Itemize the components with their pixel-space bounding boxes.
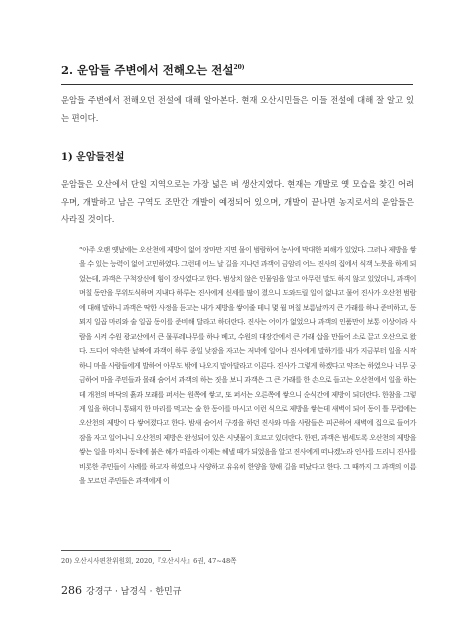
- intro-paragraph: 운암들 주변에서 전해오던 전설에 대해 알아본다. 현재 오산시민들은 이들 전설에 대해 잘 알고 있는 편이다.: [61, 95, 414, 123]
- footnote: 20) 오산시사편찬위원회, 2020,『오산시사』6권, 47~48쪽: [61, 557, 237, 565]
- footnote-reference: 20): [233, 64, 245, 72]
- footer-authors: 강경구 · 남경식 · 한민규: [86, 587, 182, 597]
- subsection-paragraph: 운암들은 오산에서 단일 지역으로는 가장 넓은 벼 생산지였다. 현재는 개발로 옛 모습을 찾긴 어려우며, 개발하고 남은 구역도 조만간 개발이 예정되어 있으며, 개발이 끝나면 농지로서의 운암들은 사라질 것이다.: [61, 179, 414, 224]
- page-number: 286: [61, 584, 82, 597]
- footnote-divider: [61, 550, 171, 551]
- page-footer: [61, 584, 181, 597]
- legend-quote-block: “아주 오랜 옛날에는 오산천에 제방이 없어 장마만 지면 물이 범람하여 농사에 막대한 피해가 있었다. 그러나 제방을 쌓을 수 있는 능력이 없어 고민하였다. 그런데 어느 날 길을 지나던 과객이 금암리 어느 진사의 집에서 식객 노릇을 하게 되었는데, 과객은 구척장신에 힘이 장사였다고 한다. 범상치 않은 인물임을 알고 아무런 말도 하지 않고 있었더니, 과객이 며칠 동안을 무위도식하며 지내다 하루는 진사에게 신세를 많이 졌으니 도와드릴 일이 없냐고 물어 진사가 오산천 범람에 대해 말하니 과객은 딱한 사정을 듣고는 내가 제방을 쌓이줄 테니 몇 월 며칠 보름날까지 큰 가래를 하나 준비하고, 동뫼지 일곱 마리와 술 일곱 동이를 준비해 달라고 하더란다. 진사는 어이가 없었으나 과객의 인품만이 보통 이상이라 사람을 시켜 수원 광교산에서 큰 물푸레나무를 하나 베고, 수원의 대장간에서 큰 가래 삽을 만들어 소로 끌고 오산으로 왔다. 드디어 약속한 날짜에 과객이 하루 종일 낮잠을 자고는 저녁에 일어나 진사에게 말하기를 내가 지금부터 일을 시작하니 마을 사람들에게 발하여 아무도 밖에 나오지 말아달라고 이른다. 진사가 그렇게 하겠다고 약조는 하였으나 너무 궁금하여 마을 주민들과 몰래 숨어서 과객의 하는 짓을 보니 과객은 그 큰 가래를 한 손으로 들고는 오산천에서 일을 하는데 개천의 바닥의 흙과 모래를 퍼서는 원쪽에 쌓고, 또 퍼서는 오른쪽에 쌓으니 순식간에 제방이 되더란다. 한참을 그렇게 일을 하더니 통돼지 한 마리를 먹고는 술 한 동이를 마시고 이런 식으로 제방을 쌓는데 새벽이 되어 동이 틀 무렵에는 오산천의 제방이 다 쌓여졌다고 한다. 밤새 숨어서 구경을 하던 진사와 마을 사람들은 피곤하여 새벽에 집으로 들어가 잠을 자고 일어나니 오산천의 제방은 완성되어 있은 시냇물이 흐르고 있더란다. 한편, 과객은 범세도록 오산천의 제방을 쌓는 일을 마치니 동네에 붉은 해가 떠올라 이제는 헤낼 때가 되었음을 알고 진사에게 떠나겠노라 인사를 드리니 진사를 비롯한 주민들이 사례를 하고자 하였으나 사양하고 유유히 한양을 향해 길을 떠났다고 한다. 그 때까지 그 과객의 이름을 모르던 주민들은 과객에게 이: [79, 245, 417, 486]
- section-title-text: 2. 운암들 주변에서 전해오는 전설: [61, 63, 234, 77]
- section-title: [61, 62, 441, 78]
- subsection-heading: 1) 운암들전설: [61, 152, 125, 163]
- title-underline: [61, 84, 413, 85]
